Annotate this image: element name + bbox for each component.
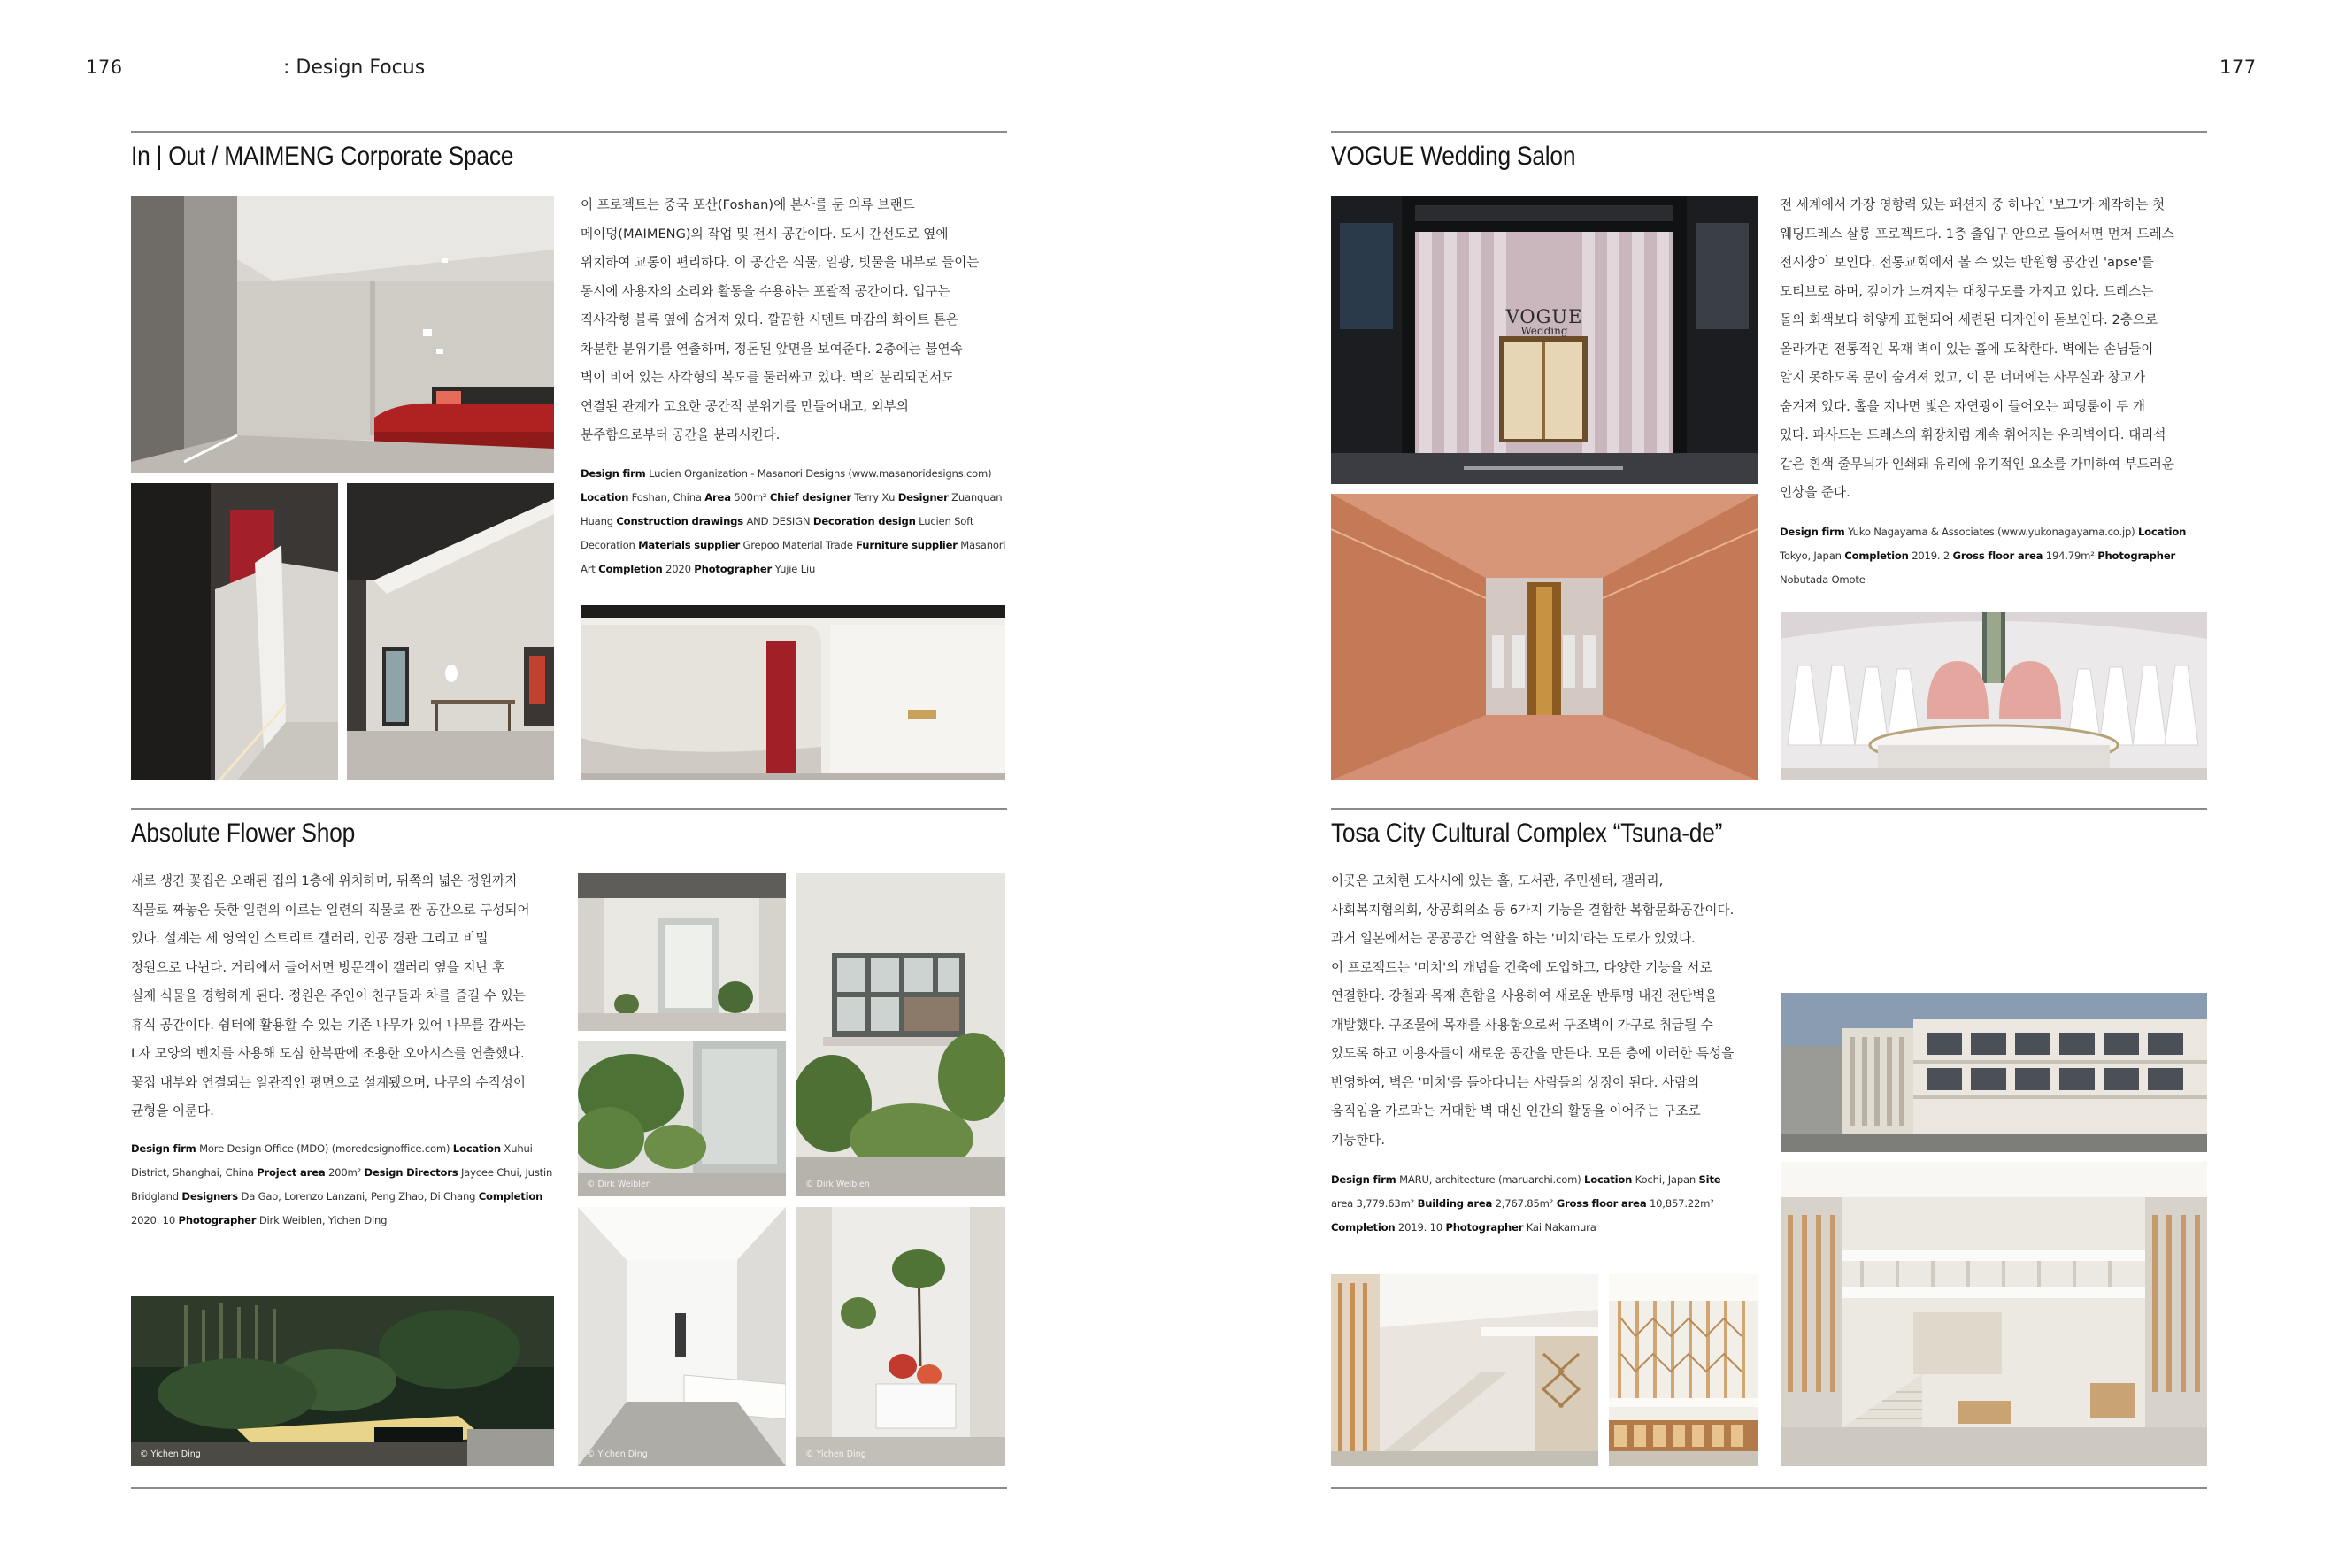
credit-label: Design firm [581,467,646,480]
body-line: 반영하여, 벽은 '미치'를 돌아다니는 사람들의 상징이 된다. 사람의 [1331,1074,1700,1090]
body-line: 움직임을 가로막는 거대한 벽 대신 인간의 활동을 이어주는 구조로 [1331,1103,1701,1118]
credit-label: Building area [1417,1197,1493,1210]
credit-line [581,557,1005,581]
photo-flower-planters [578,1041,786,1196]
body-line: 전시장이 보인다. 전통교회에서 볼 수 있는 반원형 공간인 'apse'를 [1780,255,2154,270]
credit-line [1331,1168,1720,1192]
credit-value: 2019. 2 [1908,550,1953,562]
article-title-vogue: VOGUE Wedding Salon [1331,142,1576,171]
credit-value: 2020. 10 [131,1214,179,1226]
photo-credit: © Yichen Ding [587,1449,648,1459]
photo-flower-window [796,873,1005,1196]
body-line: 있도록 하고 이용자들이 새로운 공간을 만든다. 모든 층에 이러한 특성을 [1331,1046,1735,1061]
credit-value: Da Gao, Lorenzo Lanzani, Peng Zhao, Di Chang [238,1190,479,1203]
credit-label: Design firm [1331,1173,1396,1186]
credit-value: More Design Office (MDO) (moredesignoffice.com) [196,1142,453,1155]
credit-line [581,510,1005,534]
body-line: 올라가면 전통적인 목재 벽이 있는 홀에 도착한다. 벽에는 손님들이 [1780,341,2154,357]
credit-value: Jaycee Chui, Justin [458,1166,553,1179]
credit-label: Area [704,491,731,503]
body-line: 차분한 분위기를 연출하며, 정돈된 앞면을 보여준다. 2층에는 불연속 [581,341,963,357]
facade-sign-bottom: Wedding [1520,325,1568,337]
photo-credit: © Dirk Weiblen [587,1180,651,1189]
credit-value: Xuhui [500,1142,533,1155]
credit-label: Design firm [131,1142,196,1155]
credit-value: Tokyo, Japan [1780,550,1845,562]
credit-line [131,1137,552,1161]
credit-label: Location [1584,1173,1633,1186]
credit-value: Masanori [957,539,1006,551]
credit-value: 200m² [325,1166,365,1179]
credit-label: Designer [897,491,949,503]
credit-label: Completion [1331,1221,1396,1234]
credit-value: Zuanquan [948,491,1003,503]
body-line: 꽃집 내부와 연결되는 일관적인 평면으로 설계됐으며, 나무의 수직성이 [131,1074,526,1090]
credit-value: Dirk Weiblen, Yichen Ding [256,1214,388,1226]
article-body-flower [131,867,530,1126]
credit-label: Design Directors [364,1166,458,1179]
article-body-maimeng [581,191,979,450]
photo-flower-entrance [578,873,786,1031]
body-line: 직물로 짜놓은 듯한 일련의 이르는 일련의 직물로 짠 공간으로 구성되어 [131,902,530,918]
credit-label: Site [1698,1173,1721,1186]
top-rule-right [1331,131,2207,133]
credit-value: 2019. 10 [1395,1221,1446,1234]
body-line: 인상을 준다. [1780,485,1850,500]
credit-line [1780,568,2186,592]
photo-vogue-dress-room [1781,612,2207,780]
photo-tosa-exterior [1781,993,2207,1152]
credit-value: Decoration [581,539,639,551]
credit-value: Lucien Organization - Masanori Designs (www.masanoridesigns.com) [645,467,992,480]
body-line: 실제 식물을 경험하게 된다. 정원은 주인이 친구들과 차를 즐길 수 있는 [131,988,526,1003]
credit-value: Bridgland [131,1190,182,1203]
credit-line [1780,544,2186,568]
body-line: 있다. 설계는 세 영역인 스트리트 갤러리, 인공 경관 그리고 비밀 [131,931,489,946]
photo-vogue-hall [1331,494,1758,780]
credit-label: Photographer [694,563,773,575]
body-line: 전 세계에서 가장 영향력 있는 패션지 중 하나인 '보그'가 제작하는 첫 [1780,197,2166,212]
body-line: 모티브로 하며, 깊이가 느껴지는 대칭구도를 가지고 있다. 드레스는 [1780,283,2154,299]
credit-value: District, Shanghai, China [131,1166,258,1179]
credit-value: Huang [581,515,617,527]
credit-label: Materials supplier [638,539,740,551]
body-line: 기능한다. [1331,1132,1386,1148]
credit-label: Location [581,491,629,503]
credit-line [1331,1192,1720,1216]
credit-value: 194.79m² [2043,550,2098,562]
credit-value: Yujie Liu [772,563,816,575]
body-line: 이 프로젝트는 '미치'의 개념을 건축에 도입하고, 다양한 기능을 서로 [1331,959,1712,975]
credit-value: Art [581,563,599,575]
credit-value: Foshan, China [628,491,705,503]
credit-line [1780,520,2186,544]
credit-value: 10,857.22m² [1646,1197,1714,1210]
body-line: 웨딩드레스 살롱 프로젝트다. 1층 출입구 안으로 들어서면 먼저 드레스 [1780,226,2174,242]
credit-value: 2,767.85m² [1492,1197,1557,1210]
top-rule-left [131,131,1007,133]
body-line: 벽이 비어 있는 사각형의 복도를 둘러싸고 있다. 벽의 분리되면서도 [581,370,955,385]
article-title-flower: Absolute Flower Shop [131,819,355,848]
credit-label: Project area [257,1166,326,1179]
right-page-number: 177 [2219,57,2257,78]
credit-label: Photographer [2097,550,2176,562]
article-body-vogue [1780,191,2174,508]
credit-value: MARU, architecture (maruarchi.com) [1396,1173,1584,1186]
body-line: 이 프로젝트는 중국 포산(Foshan)에 본사를 둔 의류 브랜드 [581,197,915,212]
body-line: 위치하여 교통이 편리하다. 이 공간은 식물, 일광, 빗물을 내부로 들이는 [581,255,980,270]
article-body-tosa [1331,867,1734,1155]
credit-label: Construction drawings [616,515,743,527]
photo-credit: © Dirk Weiblen [805,1180,870,1189]
photo-maimeng-corridor [131,483,338,780]
article-title-tosa: Tosa City Cultural Complex “Tsuna-de” [1331,819,1723,848]
credit-label: Furniture supplier [856,539,958,551]
left-page-number: 176 [86,57,123,78]
body-line: 메이멍(MAIMENG)의 작업 및 전시 공간이다. 도시 간선도로 옆에 [581,226,949,242]
photo-flower-corridor [578,1207,786,1466]
credit-value: 500m² [730,491,770,503]
credit-line [581,462,1005,486]
photo-vogue-facade [1331,196,1758,484]
credit-label: Photographer [1445,1221,1524,1234]
body-line: 과거 일본에서는 공공공간 역할을 하는 '미치'라는 도로가 있었다. [1331,931,1696,946]
credit-line [131,1161,552,1185]
body-line: 알지 못하도록 문이 숨겨져 있고, 이 문 너머에는 사무실과 창고가 [1780,370,2145,385]
credit-label: Gross floor area [1556,1197,1647,1210]
photo-flower-garden [131,1296,554,1466]
credit-label: Gross floor area [1952,550,2043,562]
middle-rule-left [131,808,1007,810]
credit-label: Chief designer [769,491,851,503]
photo-maimeng-display [347,483,554,780]
credit-value: area 3,779.63m² [1331,1197,1418,1210]
photo-tosa-stair [1331,1274,1598,1466]
credit-label: Completion [478,1190,543,1203]
credit-label: Design firm [1780,526,1845,538]
body-line: 돌의 회색보다 하얗게 표현되어 세련된 디자인이 돋보인다. 2층으로 [1780,312,2158,327]
middle-rule-right [1331,808,2207,810]
article-credits-flower [131,1137,552,1233]
credit-line [581,486,1005,510]
body-line: 동시에 사용자의 소리와 활동을 수용하는 포괄적 공간이다. 입구는 [581,283,950,299]
credit-line [131,1209,552,1233]
body-line: 균형을 이룬다. [131,1103,214,1118]
body-line: 있다. 파사드는 드레스의 휘장처럼 계속 휘어지는 유리벽이다. 대리석 [1780,427,2166,442]
body-line: 새로 생긴 꽃집은 오래된 집의 1층에 위치하며, 뒤쪽의 넓은 정원까지 [131,873,518,888]
credit-label: Designers [181,1190,238,1203]
bottom-rule-left [131,1487,1007,1489]
credit-value: Yuko Nagayama & Associates (www.yukonagayama.co.jp) [1844,526,2138,538]
body-line: 숨겨져 있다. 홀을 지나면 빛은 자연광이 들어오는 피팅룸이 두 개 [1780,398,2145,414]
credit-line [1331,1216,1720,1240]
credit-line [581,534,1005,557]
credit-label: Location [2137,526,2187,538]
credit-value: Grepoo Material Trade [739,539,857,551]
photo-maimeng-lobby [131,196,554,473]
credit-label: Completion [1844,550,1909,562]
body-line: 정원으로 나뉜다. 거리에서 들어서면 방문객이 갤러리 옆을 지난 후 [131,959,505,975]
photo-credit: © Yichen Ding [140,1449,201,1459]
photo-maimeng-facade [581,605,1005,780]
photo-tosa-atrium [1781,1162,2207,1466]
body-line: L자 모양의 벤치를 사용해 도심 한복판에 조용한 오아시스를 연출했다. [131,1046,525,1061]
article-credits-maimeng [581,462,1005,581]
body-line: 같은 흰색 줄무늬가 인쇄돼 유리에 유기적인 요소를 가미하여 부드러운 [1780,456,2174,472]
credit-label: Decoration design [812,515,916,527]
article-credits-tosa [1331,1168,1720,1240]
body-line: 직사각형 블록 옆에 숨겨져 있다. 깔끔한 시멘트 마감의 화이트 톤은 [581,312,959,327]
body-line: 연결한다. 강철과 목재 혼합을 사용하여 새로운 반투명 내진 전단벽을 [1331,988,1718,1003]
credit-label: Completion [598,563,663,575]
body-line: 이곳은 고치현 도사시에 있는 홀, 도서관, 주민센터, 갤러리, [1331,873,1664,888]
body-line: 사회복지협의회, 상공회의소 등 6가지 기능을 결합한 복합문화공간이다. [1331,902,1735,918]
credit-value: Kochi, Japan [1632,1173,1699,1186]
credit-value: Lucien Soft [915,515,974,527]
credit-value: Kai Nakamura [1523,1221,1596,1234]
credit-line [131,1185,552,1209]
photo-flower-display [796,1207,1005,1466]
credit-label: Photographer [178,1214,257,1226]
photo-credit: © Yichen Ding [805,1449,866,1459]
facade-sign-top: VOGUE [1505,306,1583,327]
credit-value: 2020 [662,563,695,575]
section-label: : Design Focus [283,57,426,79]
body-line: 분주함으로부터 공간을 분리시킨다. [581,427,781,442]
bottom-rule-right [1331,1487,2207,1489]
body-line: 개발했다. 구조물에 목재를 사용함으로써 구조벽이 가구로 취급될 수 [1331,1017,1713,1033]
credit-value: Nobutada Omote [1780,573,1866,586]
credit-label: Location [452,1142,501,1155]
credit-value: AND DESIGN [742,515,813,527]
credit-value: Terry Xu [850,491,898,503]
body-line: 연결된 관계가 고요한 공간적 분위기를 만들어내고, 외부의 [581,398,909,414]
article-credits-vogue [1780,520,2186,592]
article-title-maimeng: In | Out / MAIMENG Corporate Space [131,142,514,171]
photo-tosa-library [1609,1274,1758,1466]
body-line: 휴식 공간이다. 쉼터에 활용할 수 있는 기존 나무가 있어 나무를 감싸는 [131,1017,526,1033]
